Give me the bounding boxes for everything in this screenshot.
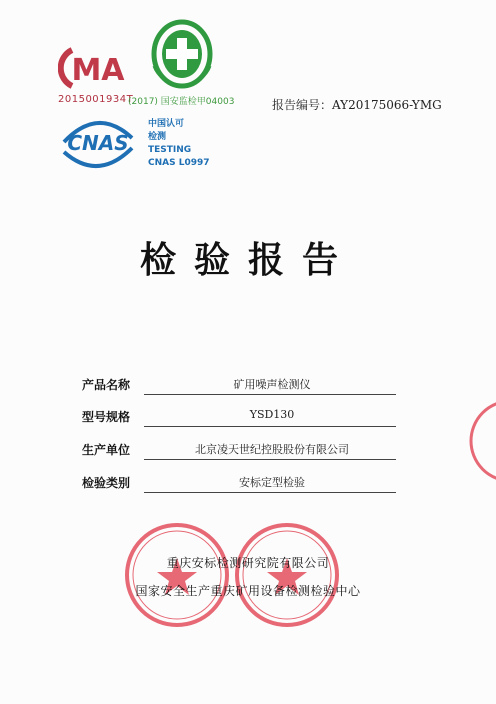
field-underline [144, 426, 396, 427]
testing-center-name: 国家安全生产重庆矿用设备检测检验中心 [135, 584, 361, 598]
field-label: 检验类别 [82, 476, 131, 490]
cnas-logo-icon [58, 112, 138, 174]
official-seal-icon [122, 520, 232, 630]
organization-name: 重庆安标检测研究院有限公司 [166, 556, 330, 570]
cnas-line-4: CNAS L0997 [148, 158, 210, 168]
ma-certificate-number: 2015001934T [58, 94, 134, 105]
cnas-logo-text: CNAS [67, 131, 129, 155]
field-product-name [82, 376, 392, 396]
field-label: 型号规格 [82, 410, 131, 424]
field-underline [144, 459, 396, 460]
field-underline [144, 492, 396, 493]
cnas-accreditation-text [148, 118, 210, 170]
page-title: 检验报告 [139, 240, 356, 281]
cnas-line-3: TESTING [148, 145, 192, 155]
cnas-line-2: 检测 [148, 132, 167, 142]
field-value: 北京凌天世纪控股股份有限公司 [195, 443, 349, 456]
safety-inspection-seal-icon [150, 16, 214, 90]
field-inspection-type [82, 474, 392, 494]
field-value: 矿用噪声检测仪 [233, 378, 311, 391]
field-value: 安标定型检验 [239, 476, 305, 489]
report-number: 报告编号：AY20175066-YMG [272, 98, 442, 112]
official-seal-icon [232, 520, 342, 630]
safety-seal-caption: (2017) 国安监检甲04003 [128, 97, 235, 107]
field-manufacturer [82, 441, 392, 461]
field-label: 产品名称 [82, 378, 131, 392]
ma-logo-text: MA [71, 53, 125, 88]
cma-logo-icon [58, 46, 138, 90]
field-label: 生产单位 [82, 443, 131, 457]
field-value: YSD130 [249, 408, 295, 421]
edge-seal-icon [466, 396, 496, 486]
field-model-spec [82, 408, 392, 428]
field-underline [144, 394, 396, 395]
cnas-line-1: 中国认可 [148, 119, 185, 129]
